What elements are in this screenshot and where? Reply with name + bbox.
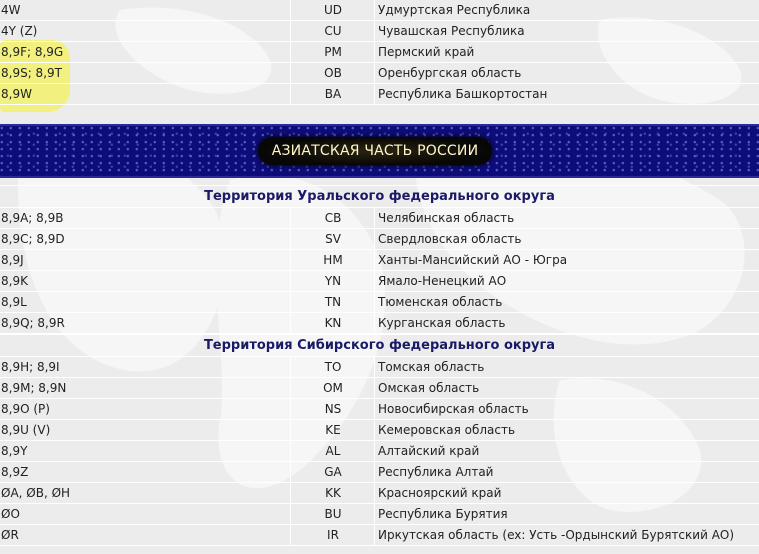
column-divider [374, 84, 375, 104]
section-heading: Территория Сибирского федерального округа [0, 334, 759, 357]
column-divider [290, 0, 291, 20]
column-divider [290, 63, 291, 83]
column-divider [290, 357, 291, 377]
code-cell: KN [324, 316, 342, 330]
section-heading: Территория Уральского федерального округа [0, 185, 759, 208]
region-cell: Томская область [378, 360, 485, 374]
region-cell: Омская область [378, 381, 480, 395]
column-divider [374, 313, 375, 333]
prefix-cell: 8,9J [1, 253, 24, 267]
region-cell: Удмуртская Республика [378, 3, 531, 17]
column-divider [374, 208, 375, 228]
column-divider [290, 399, 291, 419]
region-cell: Республика Бурятия [378, 507, 508, 521]
section-banner [0, 124, 759, 178]
code-cell: PM [324, 45, 342, 59]
region-cell: Алтайский край [378, 444, 480, 458]
table-row [0, 525, 759, 546]
code-cell: BA [324, 87, 342, 101]
column-divider [290, 313, 291, 333]
code-cell: SV [325, 232, 341, 246]
column-divider [374, 525, 375, 545]
banner-title: АЗИАТСКАЯ ЧАСТЬ РОССИИ [258, 137, 492, 165]
region-cell: Республика Башкортостан [378, 87, 548, 101]
prefix-cell: ØA, ØB, ØH [1, 486, 71, 500]
table-row [0, 399, 759, 420]
region-cell: Иркутская область (ex: Усть -Ордынский Бурятский АО) [378, 528, 735, 542]
column-divider [374, 420, 375, 440]
prefix-cell: 8,9U (V) [1, 423, 51, 437]
code-cell: NS [324, 402, 342, 416]
prefix-cell: 8,9H; 8,9I [1, 360, 60, 374]
table-row [0, 63, 759, 84]
column-divider [374, 229, 375, 249]
column-divider [374, 21, 375, 41]
column-divider [290, 378, 291, 398]
column-divider [374, 42, 375, 62]
prefix-cell: 8,9S; 8,9T [1, 66, 62, 80]
code-cell: OB [324, 66, 342, 80]
region-cell: Курганская область [378, 316, 506, 330]
column-divider [374, 271, 375, 291]
column-divider [290, 208, 291, 228]
table-row [0, 42, 759, 63]
column-divider [290, 250, 291, 270]
code-cell: CU [324, 24, 342, 38]
column-divider [290, 271, 291, 291]
table-row [0, 462, 759, 483]
region-cell: Кемеровская область [378, 423, 516, 437]
column-divider [290, 462, 291, 482]
region-cell: Пермский край [378, 45, 475, 59]
prefix-cell: 8,9Q; 8,9R [1, 316, 65, 330]
table-row [0, 271, 759, 292]
column-divider [290, 483, 291, 503]
column-divider [290, 84, 291, 104]
prefix-cell: ØR [1, 528, 19, 542]
code-cell: OM [323, 381, 343, 395]
column-divider [290, 525, 291, 545]
spacer [0, 178, 759, 185]
column-divider [290, 21, 291, 41]
region-cell: Тюменская область [378, 295, 503, 309]
column-divider [374, 399, 375, 419]
column-divider [290, 420, 291, 440]
region-cell: Челябинская область [378, 211, 515, 225]
code-cell: UD [323, 3, 343, 17]
code-cell: TN [324, 295, 342, 309]
prefix-cell: 8,9O (P) [1, 402, 50, 416]
column-divider [290, 229, 291, 249]
column-divider [374, 441, 375, 461]
table-row [0, 313, 759, 334]
code-cell: TO [324, 360, 342, 374]
column-divider [374, 63, 375, 83]
table-row [0, 229, 759, 250]
code-cell: KE [325, 423, 341, 437]
prefix-cell: 8,9Z [1, 465, 29, 479]
table-row [0, 21, 759, 42]
region-cell: Ханты-Мансийский АО - Югра [378, 253, 568, 267]
table-row [0, 84, 759, 105]
column-divider [374, 483, 375, 503]
prefix-cell: ØO [1, 507, 20, 521]
prefix-cell: 8,9C; 8,9D [1, 232, 65, 246]
table-row [0, 420, 759, 441]
prefix-cell: 8,9Y [1, 444, 28, 458]
region-cell: Чувашская Республика [378, 24, 525, 38]
code-cell: BU [324, 507, 342, 521]
column-divider [374, 504, 375, 524]
column-divider [290, 292, 291, 312]
code-cell: KK [325, 486, 341, 500]
prefix-cell: 4W [1, 3, 21, 17]
table-row [0, 441, 759, 462]
table-row [0, 504, 759, 525]
column-divider [374, 292, 375, 312]
table-row [0, 292, 759, 313]
code-cell: IR [327, 528, 339, 542]
column-divider [374, 462, 375, 482]
table-row [0, 250, 759, 271]
code-cell: AL [325, 444, 341, 458]
prefix-cell: 8,9F; 8,9G [1, 45, 64, 59]
prefix-cell: 4Y (Z) [1, 24, 38, 38]
table-row [0, 378, 759, 399]
code-cell: GA [324, 465, 342, 479]
code-cell: HM [323, 253, 343, 267]
code-cell: YN [324, 274, 342, 288]
prefix-cell: 8,9W [1, 87, 32, 101]
column-divider [374, 250, 375, 270]
column-divider [374, 357, 375, 377]
table-row [0, 357, 759, 378]
table-row [0, 208, 759, 229]
column-divider [290, 441, 291, 461]
region-cell: Красноярский край [378, 486, 502, 500]
prefix-cell: 8,9A; 8,9B [1, 211, 64, 225]
column-divider [290, 42, 291, 62]
spacer [0, 105, 759, 124]
region-cell: Ямало-Ненецкий АО [378, 274, 507, 288]
region-cell: Новосибирская область [378, 402, 529, 416]
code-cell: CB [324, 211, 342, 225]
region-cell: Республика Алтай [378, 465, 494, 479]
table-row [0, 483, 759, 504]
table-row [0, 0, 759, 21]
region-cell: Оренбургская область [378, 66, 522, 80]
region-cell: Свердловская область [378, 232, 522, 246]
column-divider [290, 504, 291, 524]
column-divider [374, 0, 375, 20]
column-divider [374, 378, 375, 398]
prefix-cell: 8,9M; 8,9N [1, 381, 67, 395]
prefix-cell: 8,9L [1, 295, 27, 309]
prefix-cell: 8,9K [1, 274, 28, 288]
